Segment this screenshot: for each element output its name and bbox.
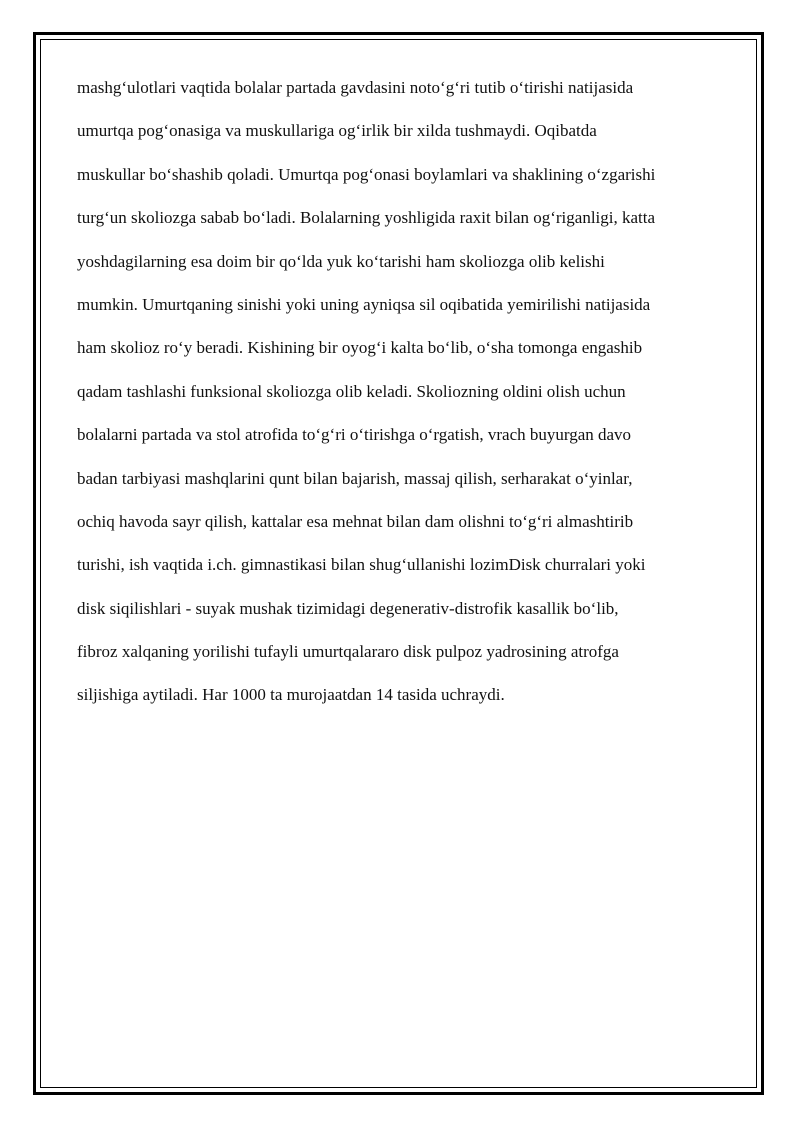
text-line: ham skolioz ro‘y beradi. Kishining bir oyog‘i kalta bo‘lib, o‘sha tomonga engashib xyxy=(77,338,643,358)
text-line: ochiq havoda sayr qilish, kattalar esa mehnat bilan dam olishni to‘g‘ri almashtirib xyxy=(77,511,634,531)
text-line: badan tarbiyasi mashqlarini qunt bilan bajarish, massaj qilish, serharakat o‘yinlar, xyxy=(77,468,633,488)
text-line: bolalarni partada va stol atrofida to‘g‘ri o‘tirishga o‘rgatish, vrach buyurgan davo xyxy=(77,425,632,445)
text-line: siljishiga aytiladi. Har 1000 ta murojaatdan 14 tasida uchraydi. xyxy=(77,685,505,705)
text-line: turg‘un skoliozga sabab bo‘ladi. Bolalarning yoshligida raxit bilan og‘riganligi, katta xyxy=(77,208,656,228)
text-line: qadam tashlashi funksional skoliozga olib keladi. Skoliozning oldini olish uchun xyxy=(77,381,626,401)
text-line: muskullar bo‘shashib qoladi. Umurtqa pog‘onasi boylamlari va shaklining o‘zgarishi xyxy=(77,164,656,184)
text-line: disk siqilishlari - suyak mushak tizimidagi degenerativ-distrofik kasallik bo‘lib, xyxy=(77,598,619,618)
text-line: turishi, ish vaqtida i.ch. gimnastikasi bilan shug‘ullanishi lozimDisk churralari yoki xyxy=(77,555,646,575)
document-body xyxy=(77,66,723,717)
text-line: mashg‘ulotlari vaqtida bolalar partada gavdasini noto‘g‘ri tutib o‘tirishi natijasida xyxy=(77,78,634,97)
text-line: fibroz xalqaning yorilishi tufayli umurtqalararo disk pulpoz yadrosining atrofga xyxy=(77,642,619,662)
text-line: mumkin. Umurtqaning sinishi yoki uning ayniqsa sil oqibatida yemirilishi natijasida xyxy=(77,294,651,314)
text-line: yoshdagilarning esa doim bir qo‘lda yuk ko‘tarishi ham skoliozga olib kelishi xyxy=(77,251,605,271)
text-line: umurtqa pog‘onasiga va muskullariga og‘irlik bir xilda tushmaydi. Oqibatda xyxy=(77,121,597,141)
